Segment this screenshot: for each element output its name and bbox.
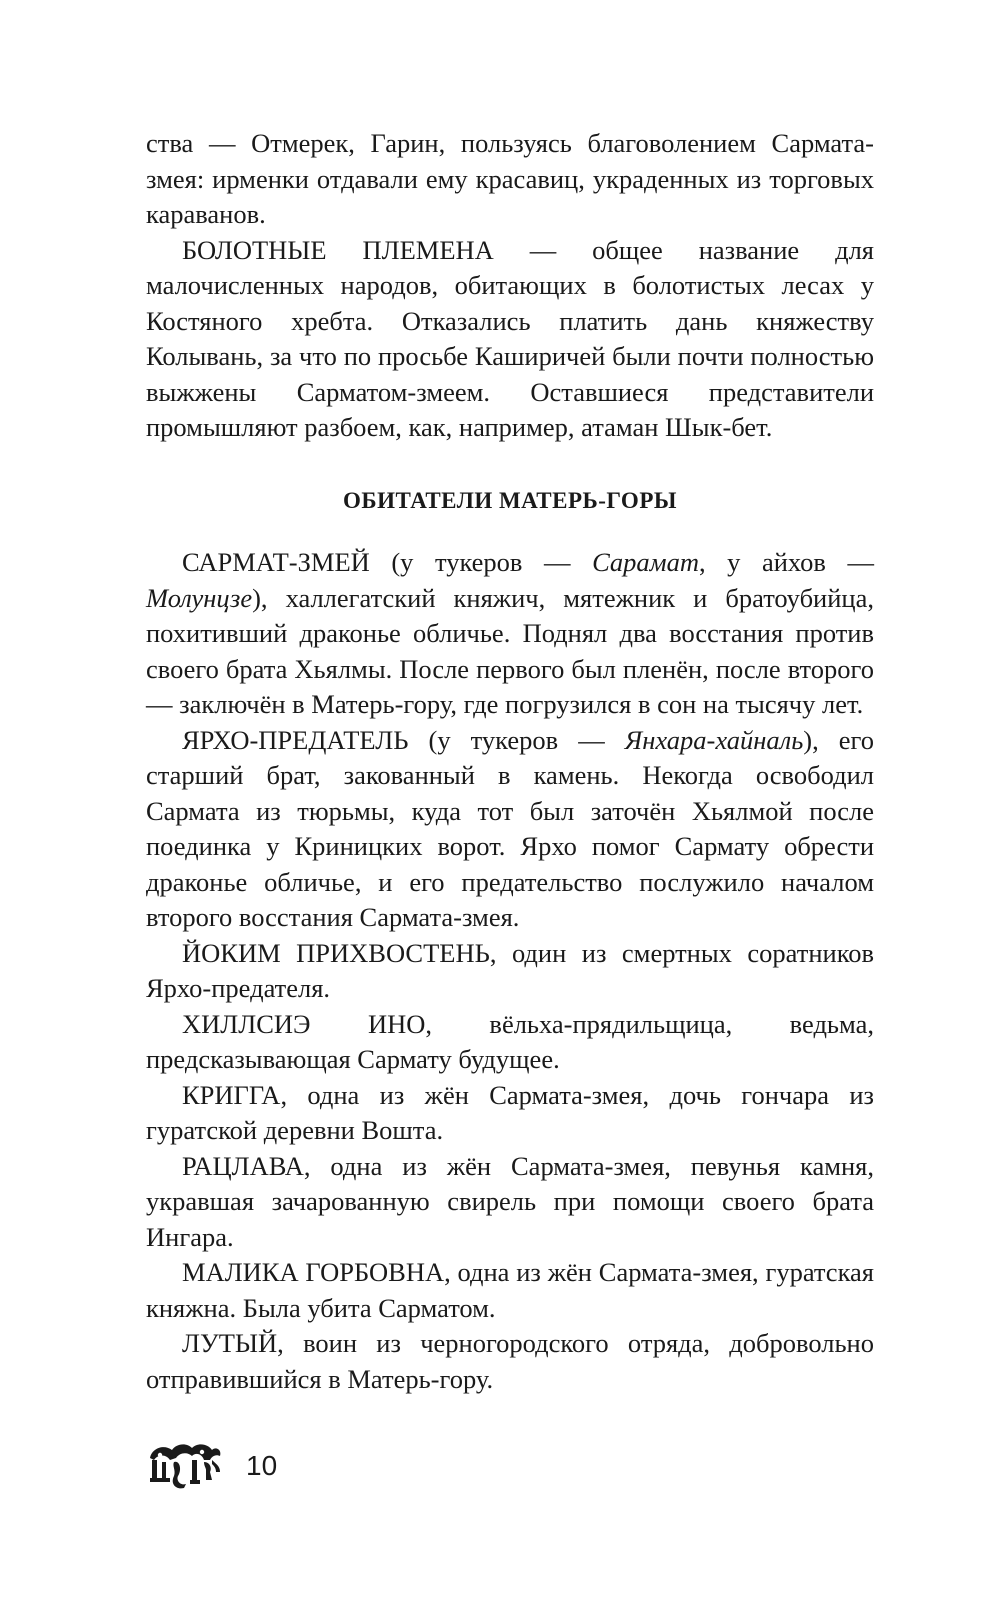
dragon-ornament-icon	[146, 1440, 224, 1492]
swamp-tribes-text: — общее название для малочисленных народов, обитающих в болотистых лесах у Костяного хребта. Отказались платить дань княжеству Колывань, за что по просьбе Каширичей были почти полностью выжжены Сарматом-змеем. Оставшиеся представители промышляют разбоем, как, например, атаман Шык-бет.	[146, 234, 874, 442]
glossary-entry-sarmat	[146, 545, 874, 723]
entry-text: ЯРХО-ПРЕДАТЕЛЬ (у тукеров —	[182, 724, 625, 755]
swamp-tribes-term: БОЛОТНЫЕ ПЛЕМЕНА	[182, 234, 494, 265]
glossary-entries	[146, 545, 874, 1397]
section-heading: ОБИТАТЕЛИ МАТЕРЬ-ГОРЫ	[343, 488, 677, 513]
glossary-entry-yarkho	[146, 723, 874, 936]
entry-text: ), его старший брат, закованный в камень. Некогда освободил Сармата из тюрьмы, куда тот был заточён Хьялмой после поединка у Криницких ворот. Ярхо помог Сармату обрести драконье обличье, и его предательство послужило началом второго восстания Сармата-змея.	[146, 724, 875, 932]
glossary-entry-ratslava: РАЦЛАВА, одна из жён Сармата-змея, певунья камня, укравшая зачарованную свирель при помощи своего брата Ингара.	[146, 1150, 874, 1252]
swamp-tribes-paragraph	[146, 233, 874, 446]
continuation-paragraph: ства — Отмерек, Гарин, пользуясь благоволением Сармата-змея: ирменки отдавали ему красавиц, украденных из торговых караванов.	[146, 128, 874, 229]
entry-text: , у айхов —	[698, 547, 874, 577]
glossary-entry-krigga: КРИГГА, одна из жён Сармата-змея, дочь гончара из гуратской деревни Вошта.	[146, 1079, 874, 1145]
entry-text: ), халлегатский княжич, мятежник и братоубийца, похитивший драконье обличье. Поднял два восстания против своего брата Хьялмы. После первого был пленён, после второго — заключён в Матерь-гору, где погрузился в сон на тысячу лет.	[146, 582, 874, 719]
glossary-entry-malika: МАЛИКА ГОРБОВНА, одна из жён Сармата-змея, гуратская княжна. Была убита Сарматом.	[146, 1257, 874, 1323]
entry-italic-term: Янхара-хайналь	[624, 724, 804, 755]
page-number: 10	[246, 1450, 278, 1481]
entry-text: САРМАТ-ЗМЕЙ (у тукеров —	[182, 547, 593, 577]
entry-italic-term: Молунцзе	[146, 582, 253, 613]
glossary-entry-yokim: ЙОКИМ ПРИХВОСТЕНЬ, один из смертных соратников Ярхо-предателя.	[146, 937, 874, 1003]
page-footer	[146, 1436, 277, 1496]
intro-text-block	[146, 126, 874, 446]
glossary-entry-lutyi: ЛУТЫЙ, воин из черногородского отряда, добровольно отправившийся в Матерь-гору.	[146, 1328, 874, 1394]
entry-italic-term: Сарамат	[592, 547, 699, 577]
glossary-entry-khillsie: ХИЛЛСИЭ ИНО, вёльха-прядильщица, ведьма, предсказывающая Сармату будущее.	[146, 1008, 874, 1074]
